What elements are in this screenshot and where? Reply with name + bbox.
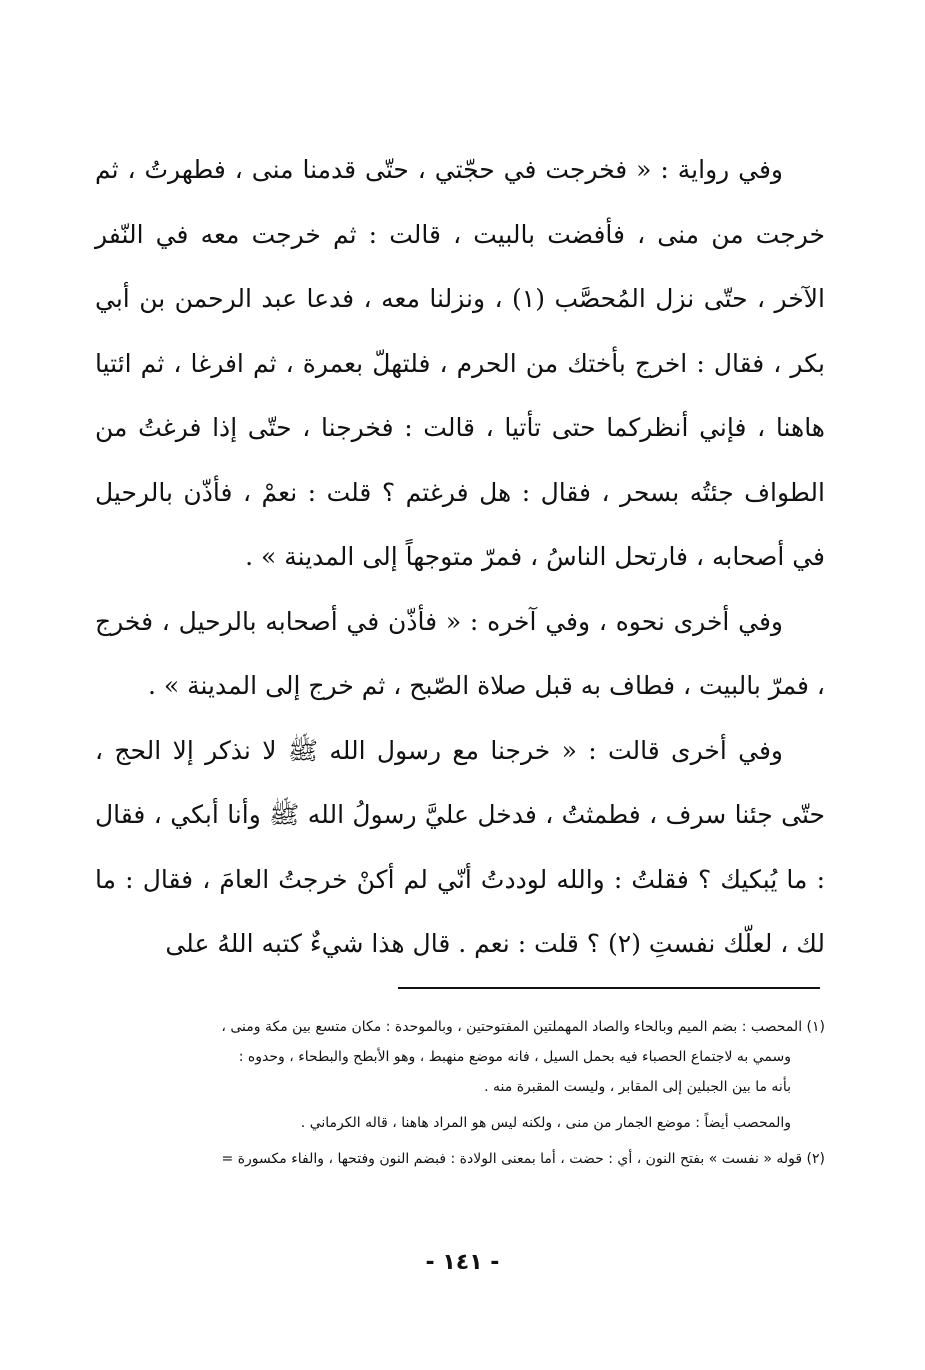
footnote-1-line-2: وسمي به لاجتماع الحصباء فيه بحمل السيل ، فانه موضع منهبط ، وهو الأبطح والبطحاء ، وحدوه : [238, 1049, 791, 1065]
paragraph-3: وفي أخرى قالت : « خرجنا مع رسول الله ﷺ لا نذكر إلا الحج ، حتّى جئنا سرف ، فطمثتُ ، فدخل عليَّ رسولُ الله ﷺ وأنا أبكي ، فقال : ما يُبكيك ؟ فقلتُ : والله لوددتُ أنّي لم أكنْ خرجتُ العامَ ، فقال : ما لك ، لعلّك نفستِ (٢) ؟ قلت : نعم . قال هذا شيءٌ كتبه اللهُ على [95, 735, 825, 958]
footnote-2-line-1: (٢) قوله « نفست » بفتح النون ، أي : حضت ، أما بمعنى الولادة : فبضم النون وفتحها ، والفاء مكسورة = [221, 1151, 825, 1167]
page-number: - ١٤١ - [425, 1250, 500, 1275]
footnote-1-line-1: (١) المحصب : بضم الميم وبالحاء والصاد المهملتين المفتوحتين ، وبالموحدة : مكان متسع بين مكة ومنى ، [221, 1019, 825, 1035]
footnote-1-line-3: بأنه ما بين الجبلين إلى المقابر ، وليست المقبرة منه . [484, 1079, 791, 1095]
paragraph-2: وفي أخرى نحوه ، وفي آخره : « فأذّن في أصحابه بالرحيل ، فخرج ، فمرّ بالبيت ، فطاف به قبل صلاة الصّبح ، ثم خرج إلى المدينة » . [95, 606, 825, 700]
main-text [95, 138, 825, 977]
footnote-1-line-4: والمحصب أيضاً : موضع الجمار من منى ، ولكنه ليس هو المراد هاهنا ، قاله الكرماني . [300, 1115, 791, 1131]
footnote-separator [398, 987, 820, 989]
footnotes [95, 1012, 825, 1174]
paragraph-1: وفي رواية : « فخرجت في حجّتي ، حتّى قدمنا منى ، فطهرتُ ، ثم خرجت من منى ، فأفضت بالبيت ، قالت : ثم خرجت معه في النّفر الآخر ، حتّى نزل المُحصَّب (١) ، ونزلنا معه ، فدعا عبد الرحمن بن أبي بكر ، فقال : اخرج بأختك من الحرم ، فلتهلّ بعمرة ، ثم افرغا ، ثم ائتيا هاهنا ، فإني أنظركما حتى تأتيا ، قالت : فخرجنا ، حتّى إذا فرغتُ من الطواف جئتُه بسحر ، فقال : هل فرغتم ؟ قلت : نعمْ ، فأذّن بالرحيل في أصحابه ، فارتحل الناسُ ، فمرّ متوجهاً إلى المدينة » . [95, 155, 825, 571]
